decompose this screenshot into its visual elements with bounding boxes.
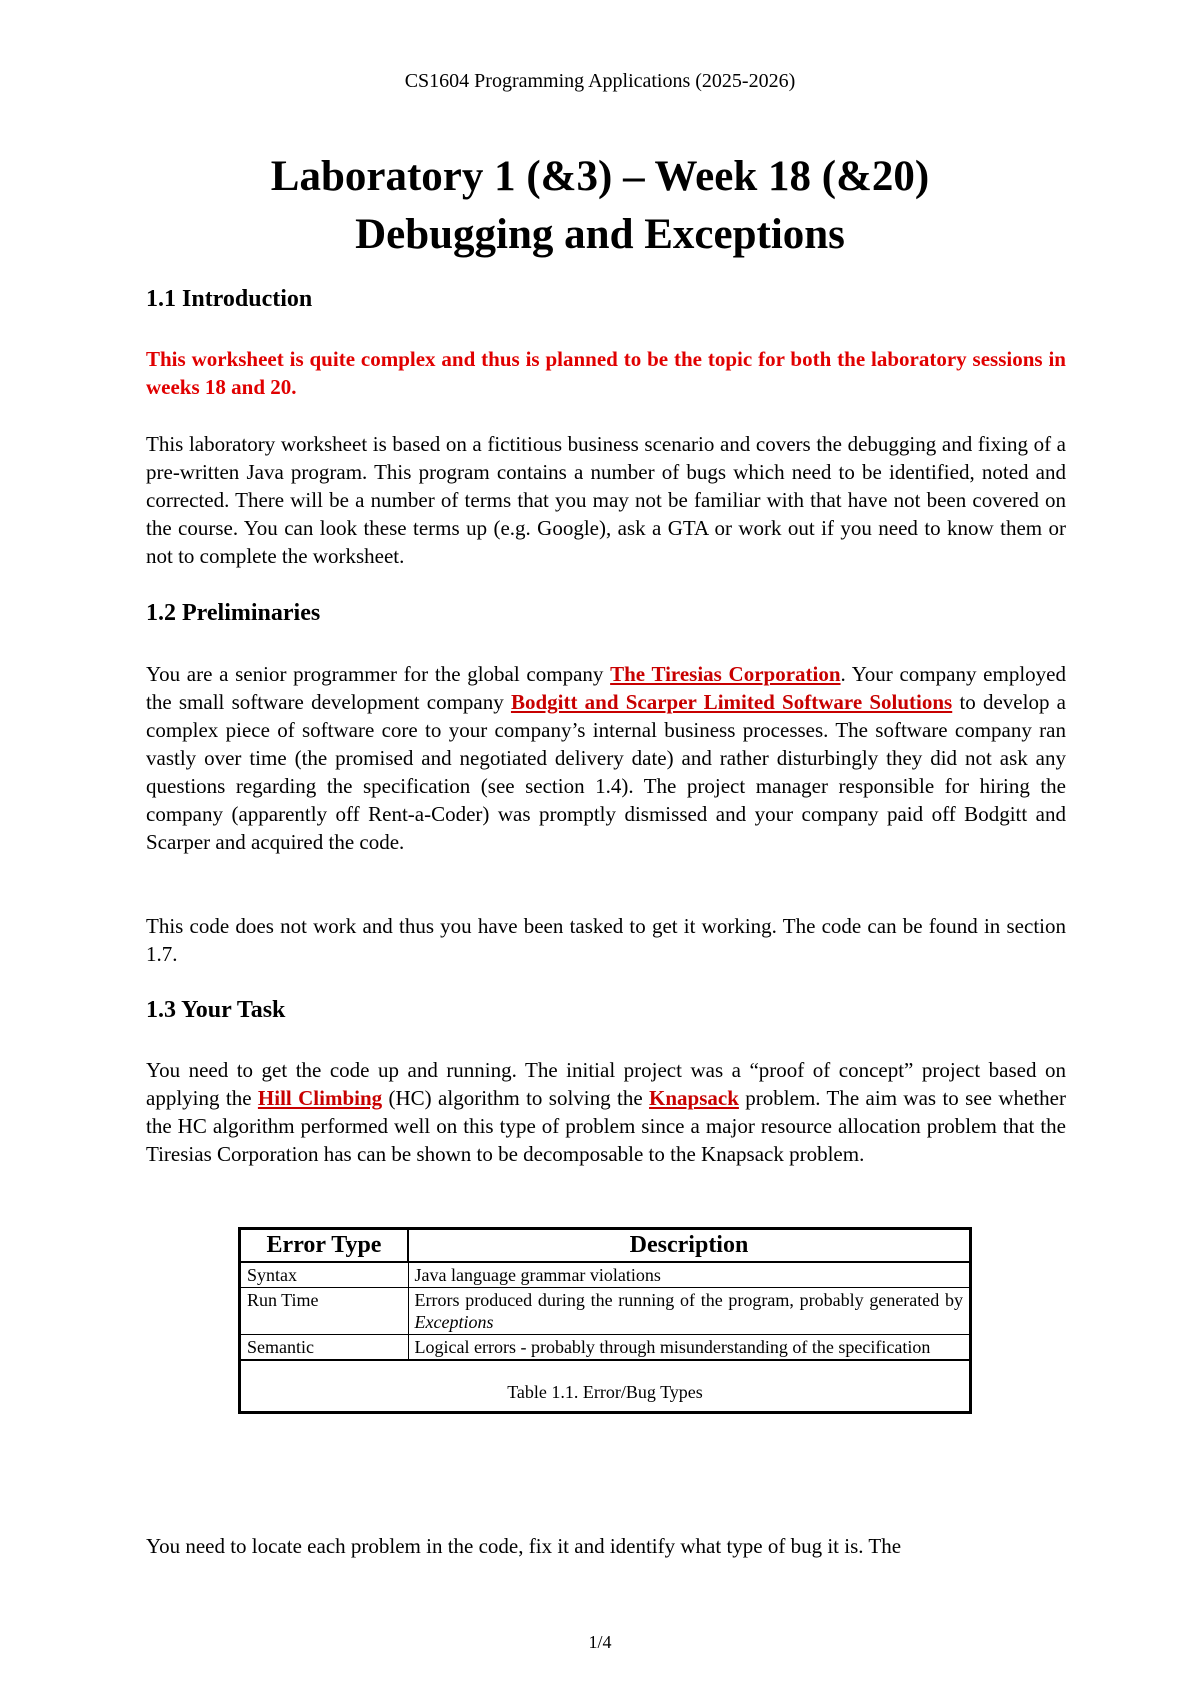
desc-text: Logical errors - probably through misunderstanding of the specification <box>414 1337 931 1357</box>
cell-type: Run Time <box>240 1288 409 1335</box>
intro-notice-block <box>146 345 1066 401</box>
table-row <box>240 1288 971 1335</box>
table-row <box>240 1335 971 1361</box>
col-header-description: Description <box>408 1229 971 1263</box>
page-title <box>0 148 1200 264</box>
desc-em: Exceptions <box>414 1312 494 1332</box>
intro-heading-block <box>146 286 1066 313</box>
error-types-table <box>238 1227 972 1414</box>
cell-description <box>408 1288 971 1335</box>
intro-body: This laboratory worksheet is based on a fictitious business scenario and covers the debugging and fixing of a pre-written Java program. This program contains a number of bugs which need to be identified, noted and corrected. There will be a number of terms that you may not be familiar with that have not been covered on the course. You can look these terms up (e.g. Google), ask a GTA or work out if you need to know them or not to complete the worksheet. <box>146 432 1066 568</box>
intro-body-block <box>146 430 1066 570</box>
task-heading: 1.3 Your Task <box>146 997 286 1023</box>
task-paragraph-1 <box>146 1056 1066 1168</box>
desc-text: Errors produced during the running of the program, probably generated by <box>414 1290 963 1310</box>
prelim-paragraph-2: This code does not work and thus you have been tasked to get it working. The code can be found in section 1.7. <box>146 914 1066 966</box>
table-row <box>240 1262 971 1288</box>
col-header-error-type: Error Type <box>240 1229 409 1263</box>
page-number: 1/4 <box>588 1632 612 1652</box>
prelim-p1-c: to develop a complex piece of software core to your company’s internal business processes. The software company ran vastly over time (the promised and negotiated delivery date) and rather disturbingly they did not ask any questions regarding the specification (see section 1.4). The project manager responsible for hiring the company (apparently off Rent-a-Coder) was promptly dismissed and your company paid off Bodgitt and Scarper and acquired the code. <box>146 690 1066 854</box>
task-p1-b: (HC) algorithm to solving the <box>382 1086 650 1110</box>
closing-block <box>146 1532 1066 1560</box>
vendor-name: Bodgitt and Scarper Limited Software Solutions <box>510 690 953 714</box>
task-p1-a: You need to get the code up and running. The initial project was a “proof of concept” project based on applying the <box>146 1058 1066 1110</box>
table-caption: Table 1.1. Error/Bug Types <box>240 1360 971 1413</box>
cell-description <box>408 1262 971 1288</box>
title-line-2: Debugging and Exceptions <box>355 211 845 258</box>
intro-notice: This worksheet is quite complex and thus is planned to be the topic for both the laboratory sessions in weeks 18 and 20. <box>146 347 1066 399</box>
cell-type: Semantic <box>240 1335 409 1361</box>
hill-climbing-term: Hill Climbing <box>257 1086 383 1110</box>
page-header: CS1604 Programming Applications (2025-2026) <box>404 70 796 92</box>
knapsack-term: Knapsack <box>649 1086 739 1110</box>
prelim-heading-block <box>146 600 1066 627</box>
company-name: The Tiresias Corporation <box>610 662 841 686</box>
title-line-1: Laboratory 1 (&3) – Week 18 (&20) <box>270 153 930 200</box>
task-heading-block <box>146 997 1066 1024</box>
intro-heading: 1.1 Introduction <box>146 286 313 312</box>
prelim-p1-block <box>146 660 1066 856</box>
prelim-heading: 1.2 Preliminaries <box>146 600 321 626</box>
cell-description <box>408 1335 971 1361</box>
closing-paragraph: You need to locate each problem in the code, fix it and identify what type of bug it is. The <box>146 1534 902 1558</box>
prelim-p1-a: You are a senior programmer for the global company <box>146 662 611 686</box>
prelim-paragraph-1 <box>146 660 1066 856</box>
prelim-p1-b: . Your company employed the small software development company <box>146 662 1066 714</box>
task-p1-block <box>146 1056 1066 1168</box>
prelim-p2-block <box>146 912 1066 968</box>
task-p1-c: problem. The aim was to see whether the HC algorithm performed well on this type of problem since a major resource allocation problem that the Tiresias Corporation has can be shown to be decomposable to the Knapsack problem. <box>146 1086 1066 1166</box>
cell-type: Syntax <box>240 1262 409 1288</box>
table-header-row <box>240 1229 971 1263</box>
table-caption-row <box>240 1360 971 1413</box>
desc-text: Java language grammar violations <box>414 1265 661 1285</box>
